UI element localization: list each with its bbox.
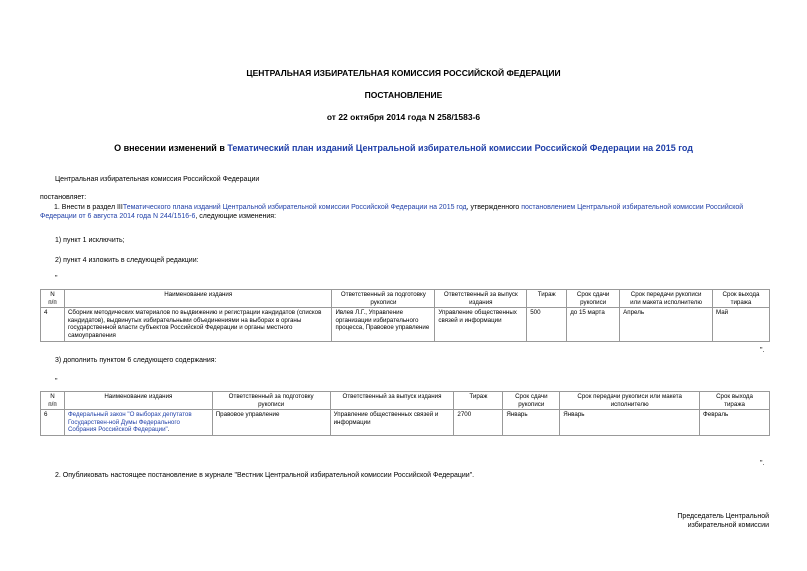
item-1 (40, 203, 770, 221)
col-term: Срок сдачи рукописи (503, 392, 560, 410)
sub-item-3: 3) дополнить пунктом 6 следующего содержания: (55, 357, 217, 364)
col-name: Наименование издания (64, 290, 332, 308)
quote-open-2: " (55, 378, 58, 385)
col-circulation: Тираж (454, 392, 503, 410)
cell-term: до 15 марта (567, 308, 620, 341)
cell-resp-prep: Ивлев Л.Г., Управление организации избирательного процесса, Правовое управление (332, 308, 435, 341)
cell-name: Сборник методических материалов по выдвижению и регистрации кандидатов (списков кандидатов), выдвинутых избирательными объединениями на выборах в органы государственной власти субъектов Российской Федерации и органы местного самоуправления (64, 308, 332, 341)
signature-line-2: избирательной комиссии (687, 522, 769, 529)
table-header-row (41, 392, 770, 410)
quote-close-2: ". (760, 460, 765, 467)
item-1-text-a: 1. Внести в раздел III (54, 204, 123, 211)
col-term: Срок сдачи рукописи (567, 290, 620, 308)
table-header-row (41, 290, 770, 308)
cell-resp-issue: Управление общественных связей и информации (330, 410, 454, 436)
sub-item-2: 2) пункт 4 изложить в следующей редакции: (55, 257, 199, 264)
quote-open-1: " (55, 275, 58, 282)
org-name: ЦЕНТРАЛЬНАЯ ИЗБИРАТЕЛЬНАЯ КОМИССИЯ РОССИЙСКОЙ ФЕДЕРАЦИИ (246, 68, 561, 78)
cell-release: Февраль (700, 410, 770, 436)
table-row (41, 410, 770, 436)
cell-transfer: Январь (560, 410, 700, 436)
doc-title (0, 143, 807, 153)
plan-link[interactable]: Тематического плана изданий Центральной избирательной комиссии Российской Федерации на 2015 год (122, 204, 467, 211)
signature-line-1: Председатель Центральной (677, 513, 769, 520)
doc-title-link[interactable]: Тематический план изданий Центральной избирательной комиссии Российской Федерации на 2015 год (227, 143, 693, 153)
col-name: Наименование издания (64, 392, 212, 410)
federal-law-link[interactable]: Федеральный закон "О выборах депутатов Государствен-ной Думы Федерального Собрания Российской Федерации" (67, 411, 192, 434)
cell-resp-prep: Правовое управление (212, 410, 330, 436)
col-resp-prep: Ответственный за подготовку рукописи (332, 290, 435, 308)
cell-circulation: 2700 (454, 410, 503, 436)
decree-link-a[interactable]: постановлением Центральной избирательной комиссии Российской (521, 204, 744, 211)
cell-num: 4 (41, 308, 65, 341)
sub-item-1: 1) пункт 1 исключить; (55, 237, 125, 244)
item-1-text-c: , следующие изменения: (195, 213, 277, 220)
col-transfer: Срок передачи рукописи или макета исполнителю (620, 290, 713, 308)
decrees-word: постановляет: (40, 194, 87, 201)
col-transfer: Срок передачи рукописи или макета исполнителю (560, 392, 700, 410)
col-num: N п/п (41, 290, 65, 308)
doc-date-number: от 22 октября 2014 года N 258/1583-6 (326, 112, 481, 122)
col-resp-issue: Ответственный за выпуск издания (435, 290, 527, 308)
doc-title-prefix: О внесении изменений в (114, 143, 228, 153)
item-1-text-b: , утвержденного (466, 204, 522, 211)
item-2: 2. Опубликовать настоящее постановление в журнале "Вестник Центральной избирательной комиссии Российской Федерации". (55, 472, 475, 479)
col-resp-issue: Ответственный за выпуск издания (330, 392, 454, 410)
signature-block (600, 512, 769, 530)
cell-term: Январь (503, 410, 560, 436)
commission-name: Центральная избирательная комиссия Российской Федерации (55, 176, 260, 183)
table-item-4 (40, 289, 770, 342)
cell-transfer: Апрель (620, 308, 713, 341)
decree-link-b[interactable]: Федерации от 6 августа 2014 года N 244/1516-6 (40, 213, 196, 220)
col-resp-prep: Ответственный за подготовку рукописи (212, 392, 330, 410)
col-circulation: Тираж (527, 290, 567, 308)
cell-release: Май (713, 308, 770, 341)
quote-close-1: ". (760, 347, 765, 354)
table-row (41, 308, 770, 341)
col-release: Срок выхода тиража (700, 392, 770, 410)
col-num: N п/п (41, 392, 65, 410)
cell-num: 6 (41, 410, 65, 436)
cell-name: Федеральный закон "О выборах депутатов Государствен-ной Думы Федерального Собрания Российской Федерации". (64, 410, 212, 436)
cell-circulation: 500 (527, 308, 567, 341)
col-release: Срок выхода тиража (713, 290, 770, 308)
cell-resp-issue: Управление общественных связей и информации (435, 308, 527, 341)
table-item-6 (40, 391, 770, 436)
doc-type: ПОСТАНОВЛЕНИЕ (364, 90, 443, 100)
